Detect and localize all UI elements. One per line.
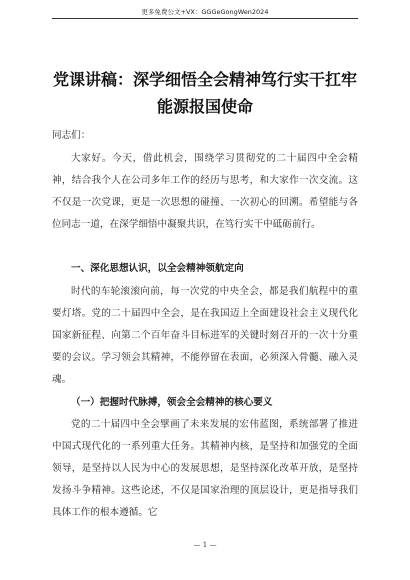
page-number: — 1 — [193, 541, 217, 549]
paragraph-text: 时代的车轮滚滚向前，每一次党的中央全会，都是我们航程中的重要灯塔。党的二十届四中全会，是在我国迈上全面建设社会主义现代化国家新征程、向第二个百年奋斗目标进军的关键时刻召开的一次十分重要的会议。学习领会其精神，不能停留在表面，必须深入骨髓、融入灵魂。 [52, 286, 358, 385]
paragraph-text: 党的二十届四中全会擘画了未来发展的宏伟蓝图，系统部署了推进中国式现代化的一系列重大任务。其精神内核，是坚持和加强党的全面领导，是坚持以人民为中心的发展思想，是坚持深化改革开放，是坚持发扬斗争精神。这些论述，不仅是国家治理的顶层设计，更是指导我们具体工作的根本遵循。它 [52, 419, 358, 518]
section-heading-1: 一、深化思想认识，以全会精神领航定向 [71, 263, 244, 274]
document-title: 党课讲稿：深学细悟全会精神笃行实干扛牢能源报国使命 [52, 70, 357, 116]
page-header: 更多免费公文+VX：GGGeGongWen2024 [141, 8, 269, 16]
header-divider [52, 18, 358, 19]
paragraph-intro [52, 148, 358, 236]
salutation: 同志们： [52, 130, 91, 141]
subsection-heading-1: （一）把握时代脉搏，领会全会精神的核心要义 [71, 397, 273, 408]
paragraph-section-1 [52, 281, 358, 391]
paragraph-text: 大家好。今天，借此机会，围绕学习贯彻党的二十届四中全会精神，结合我个人在公司多年工作的经历与思考，和大家作一次交流。这不仅是一次党课，更是一次思想的碰撞、一次初心的回溯。希望能与各位同志一道，在深学细悟中凝聚共识，在笃行实干中砥砺前行。 [52, 153, 358, 230]
paragraph-subsection-1 [52, 414, 358, 524]
